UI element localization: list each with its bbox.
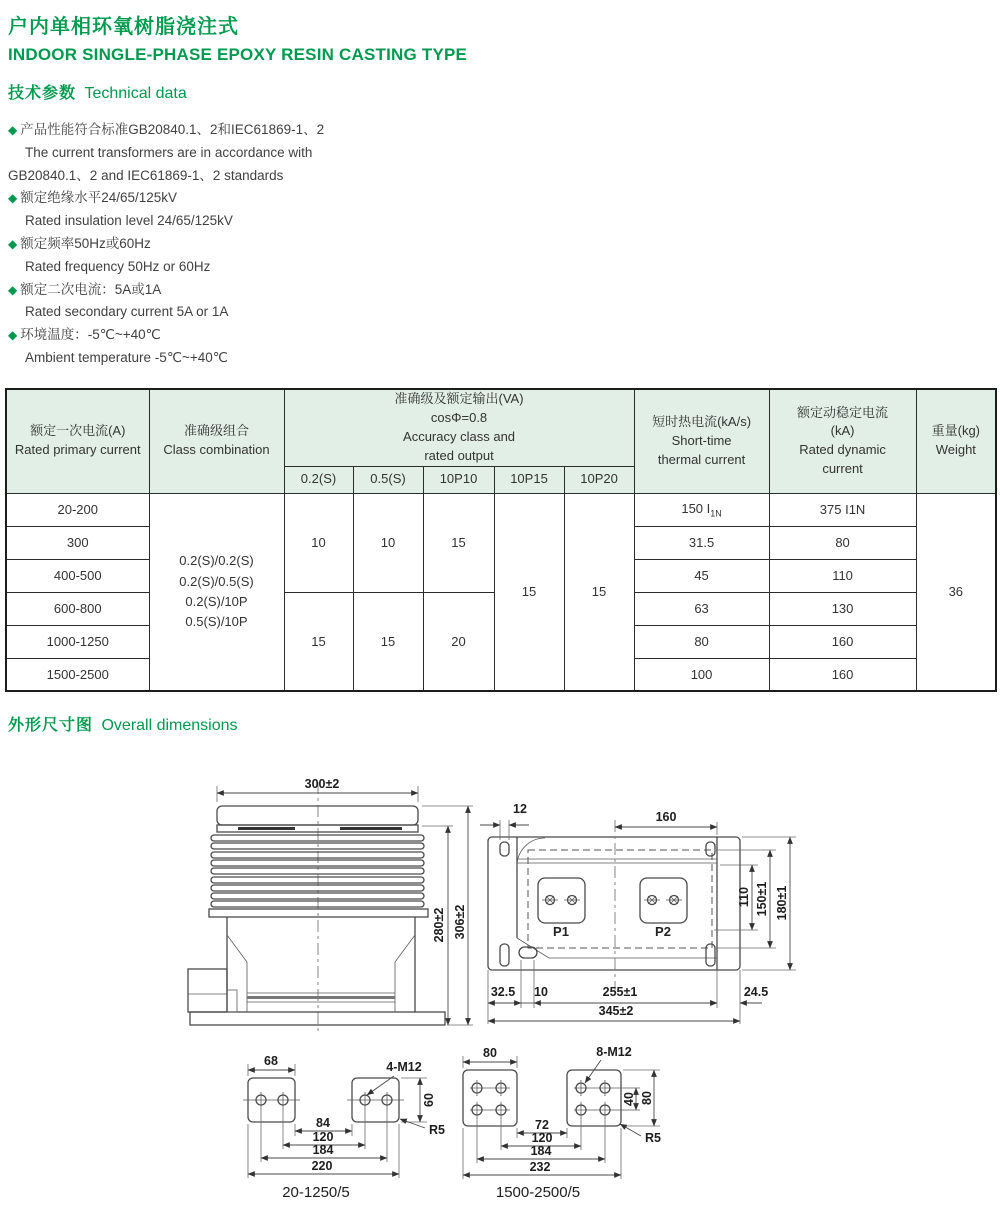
header-en: Weight [935, 442, 976, 458]
dim-label-184: 184 [530, 1144, 552, 1158]
thermal-cell: 80 [634, 625, 769, 658]
p2-label: P2 [655, 924, 671, 939]
dynamic-cell: 110 [769, 559, 916, 592]
thermal-value: 150 I [681, 500, 711, 516]
bullet-diamond-icon: ◆ [8, 328, 18, 343]
terminal-box-step [227, 990, 237, 1012]
header-unit: (kA) [830, 423, 855, 439]
body-contour [227, 935, 415, 1012]
dim-label-255: 255±1 [602, 985, 638, 999]
dimension-drawings [0, 758, 1000, 1218]
header-zh: 短时热电流(kA/s) [652, 413, 752, 429]
section-heading-technical-data [8, 80, 187, 103]
primary-current-cell: 1500-2500 [6, 658, 149, 691]
sub-col-header: 10P10 [423, 466, 494, 493]
thermal-cell: 100 [634, 658, 769, 691]
header-en: Accuracy class and [403, 428, 516, 444]
dim-label-slot: 12 [513, 802, 527, 816]
section-heading-zh: 技术参数 [8, 85, 77, 102]
primary-current-cell: 20-200 [6, 493, 149, 526]
primary-current-cell: 1000-1250 [6, 625, 149, 658]
list-item [8, 187, 324, 210]
sub-col-header: 0.2(S) [284, 466, 353, 493]
list-item [8, 210, 324, 233]
thermal-cell: 63 [634, 592, 769, 625]
accuracy-cell: 15 [353, 592, 423, 691]
dim-label-80h: 80 [640, 1091, 654, 1105]
primary-current-cell: 600-800 [6, 592, 149, 625]
thermal-subscript: 1N [710, 508, 722, 519]
dim-label-side-height-total: 306±2 [453, 904, 467, 940]
side-view-dim-lines [217, 786, 473, 1025]
spec-table-container [5, 388, 995, 692]
section-heading-en: Overall dimensions [101, 717, 238, 734]
class-combo-line: 0.2(S)/10P [185, 593, 248, 609]
bullet-diamond-icon: ◆ [8, 282, 18, 297]
dynamic-cell: 160 [769, 625, 916, 658]
list-item [8, 256, 324, 279]
page-title-en: INDOOR SINGLE-PHASE EPOXY RESIN CASTING TYPE [8, 45, 468, 64]
list-item-text: 额定绝缘水平24/65/125kV [20, 190, 178, 206]
p1-label: P1 [553, 924, 569, 939]
header-zh: 重量(kg) [931, 423, 980, 439]
thermal-cell: 31.5 [634, 526, 769, 559]
col-header-accuracy-output [284, 389, 634, 466]
list-item [8, 324, 324, 347]
list-item [8, 119, 324, 142]
base-plate [190, 1012, 445, 1025]
dynamic-cell: 130 [769, 592, 916, 625]
section-heading-zh: 外形尺寸图 [8, 717, 94, 734]
header-en: Rated dynamic [799, 442, 886, 458]
bellows-fins [211, 835, 424, 907]
accuracy-cell: 15 [564, 493, 634, 691]
page-header [8, 10, 467, 65]
bullet-diamond-icon: ◆ [8, 236, 18, 251]
section-heading-overall-dimensions [8, 712, 238, 735]
list-item [8, 347, 324, 370]
dynamic-cell: 160 [769, 658, 916, 691]
col-header-class-combination [149, 389, 284, 493]
terminal-drawing-small [243, 1054, 445, 1201]
list-item [8, 233, 324, 256]
dim-label-232: 232 [529, 1160, 551, 1174]
primary-current-cell: 400-500 [6, 559, 149, 592]
list-item-text: Rated secondary current 5A or 1A [25, 304, 229, 320]
list-item-text: The current transformers are in accordance with [25, 144, 313, 160]
dim-label-10: 10 [534, 985, 548, 999]
bolt-spec-label: 8-M12 [596, 1045, 632, 1059]
dim-label-184: 184 [312, 1143, 334, 1157]
accuracy-cell: 20 [423, 592, 494, 691]
dim-label-80: 80 [483, 1046, 497, 1060]
class-combo-line: 0.2(S)/0.2(S) [179, 553, 254, 569]
dim-label-72: 72 [535, 1118, 549, 1132]
dim-label-160: 160 [655, 810, 677, 824]
technical-data-list [8, 119, 324, 370]
list-item-text: 环境温度：-5℃~+40℃ [20, 327, 161, 343]
skirt [209, 909, 428, 917]
dim-label-40: 40 [622, 1092, 636, 1106]
radius-label: R5 [429, 1123, 445, 1137]
large-terminal-dim-lines [463, 1056, 660, 1179]
terminal-plate [463, 1070, 517, 1126]
header-en: Rated primary current [14, 442, 141, 458]
accuracy-cell: 15 [494, 493, 564, 691]
small-terminal-dim-lines [248, 1064, 427, 1178]
dim-label-180: 180±1 [775, 885, 789, 921]
terminal-hole-symbols [542, 896, 682, 905]
header-en: Class combination [163, 442, 270, 458]
list-item-text: Rated frequency 50Hz or 60Hz [25, 258, 211, 274]
thermal-cell [634, 493, 769, 526]
class-combo-line: 0.5(S)/10P [185, 613, 248, 629]
list-item [8, 165, 324, 188]
sub-col-header: 0.5(S) [353, 466, 423, 493]
header-en: current [822, 461, 863, 477]
dim-label-120: 120 [312, 1130, 334, 1144]
corner-slot [706, 842, 715, 856]
header-zh: 准确级及额定输出(VA) [394, 391, 524, 407]
accuracy-cell: 10 [284, 493, 353, 592]
primary-current-cell: 300 [6, 526, 149, 559]
bullet-diamond-icon: ◆ [8, 123, 18, 137]
corner-slot [500, 944, 509, 966]
list-item [8, 279, 324, 302]
col-header-dynamic-current [769, 389, 916, 493]
terminal-caption-large: 1500-2500/5 [495, 1184, 581, 1201]
section-heading-en: Technical data [84, 85, 187, 102]
accuracy-cell: 15 [284, 592, 353, 691]
header-zh: 额定动稳定电流 [797, 404, 889, 420]
class-combo-line: 0.2(S)/0.5(S) [179, 573, 254, 589]
list-item-text: GB20840.1、2 and IEC61869-1、2 standards [8, 167, 284, 183]
dim-label-150: 150±1 [755, 881, 769, 917]
dim-label-24-5: 24.5 [743, 985, 769, 999]
header-zh: 准确级组合 [183, 423, 249, 439]
top-view-drawing [480, 802, 796, 1024]
dim-label-side-width: 300±2 [304, 777, 340, 791]
spec-table [5, 388, 997, 692]
weight-cell: 36 [916, 493, 996, 691]
dim-label-60: 60 [422, 1093, 436, 1107]
dim-label-32-5: 32.5 [490, 985, 516, 999]
list-item [8, 142, 324, 165]
header-en: rated output [424, 447, 494, 463]
header-en: thermal current [657, 451, 746, 467]
corner-slot [706, 944, 715, 966]
dim-label-84: 84 [316, 1116, 330, 1130]
thermal-cell: 45 [634, 559, 769, 592]
header-cos: cosΦ=0.8 [430, 409, 488, 425]
page-title-zh: 户内单相环氧树脂浇注式 [8, 16, 239, 38]
dim-label-110: 110 [737, 886, 751, 908]
dim-label-120: 120 [531, 1131, 553, 1145]
dim-label-side-height-inner: 280±2 [432, 907, 446, 943]
panel-corner [517, 838, 545, 866]
col-header-thermal-current [634, 389, 769, 493]
corner-slot [500, 842, 509, 856]
list-item-text: 额定二次电流：5A或1A [20, 281, 162, 297]
list-item-text: Rated insulation level 24/65/125kV [25, 213, 233, 229]
list-item-text: 额定频率50Hz或60Hz [20, 235, 151, 251]
list-item-text: Ambient temperature -5℃~+40℃ [25, 349, 228, 365]
top-view-outline [488, 837, 740, 970]
bolt-holes [472, 1080, 610, 1118]
secondary-terminal-box [188, 969, 227, 1012]
header-en: Short-time [671, 432, 732, 448]
terminal-drawing-large [463, 1045, 661, 1201]
dynamic-cell: 80 [769, 526, 916, 559]
col-header-weight [916, 389, 996, 493]
accuracy-cell: 10 [353, 493, 423, 592]
list-item [8, 301, 324, 324]
terminal-plate [567, 1070, 621, 1126]
radius-label: R5 [645, 1131, 661, 1145]
bullet-diamond-icon: ◆ [8, 191, 18, 206]
side-view-drawing [188, 777, 473, 1032]
list-item-text: 产品性能符合标准GB20840.1、2和IEC61869-1、2 [20, 122, 325, 137]
dim-label-345: 345±2 [598, 1004, 634, 1018]
dim-label-220: 220 [311, 1159, 333, 1173]
bolt-spec-label: 4-M12 [386, 1060, 422, 1074]
accuracy-cell: 15 [423, 493, 494, 592]
top-cap [217, 806, 418, 825]
sub-col-header: 10P20 [564, 466, 634, 493]
terminal-caption-small: 20-1250/5 [282, 1184, 350, 1201]
header-zh: 额定一次电流(A) [30, 423, 126, 439]
col-header-primary-current [6, 389, 149, 493]
dynamic-cell: 375 I1N [769, 493, 916, 526]
class-combination-cell [149, 493, 284, 691]
dim-label-68: 68 [264, 1054, 278, 1068]
sub-col-header: 10P15 [494, 466, 564, 493]
